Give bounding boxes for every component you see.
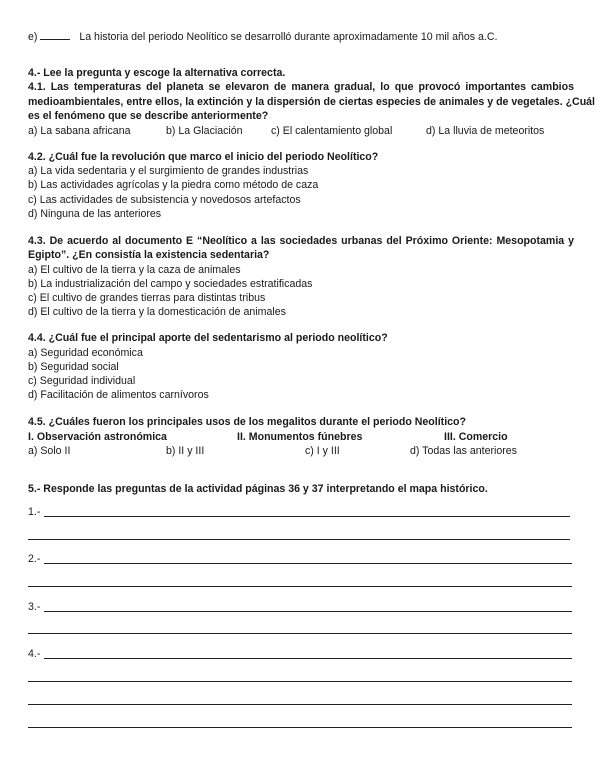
statement-e (28, 30, 497, 43)
q43-option-c[interactable]: c) El cultivo de grandes tierras para distintas tribus (28, 292, 266, 304)
q42-text: 4.2. ¿Cuál fue la revolución que marco el inicio del periodo Neolítico? (28, 151, 379, 163)
q43-text-line-1: 4.3. De acuerdo al documento E “Neolítico a las sociedades urbanas del Próximo Oriente: Mesopotamia y (28, 235, 574, 247)
q43-option-b[interactable]: b) La industrialización del campo y sociedades estratificadas (28, 278, 313, 290)
q43-option-a[interactable]: a) El cultivo de la tierra y la caza de animales (28, 264, 241, 276)
answer-line[interactable] (28, 633, 572, 634)
q41-text-line-1: 4.1. Las temperaturas del planeta se elevaron de manera gradual, lo que provocó importantes cambios (28, 81, 574, 93)
answer-label-2: 2.- (28, 553, 41, 565)
answer-blank[interactable] (40, 30, 70, 40)
answer-line[interactable] (28, 539, 570, 540)
q44-option-a[interactable]: a) Seguridad económica (28, 347, 143, 359)
q43-text-line-2: Egipto”. ¿En consistía la existencia sedentaria? (28, 249, 270, 261)
q41-option-b[interactable]: b) La Glaciación (166, 125, 243, 137)
q42-option-b[interactable]: b) Las actividades agrícolas y la piedra como método de caza (28, 179, 319, 191)
q45-option-a[interactable]: a) Solo II (28, 445, 71, 457)
q42-option-c[interactable]: c) Las actividades de subsistencia y novedosos artefactos (28, 194, 301, 206)
answer-line[interactable] (44, 516, 570, 517)
answer-line[interactable] (44, 611, 572, 612)
q45-text: 4.5. ¿Cuáles fueron los principales usos de los megalitos durante el periodo Neolítico? (28, 416, 466, 428)
q45-item-2: II. Monumentos fúnebres (237, 431, 363, 443)
answer-line[interactable] (28, 704, 572, 705)
q41-text-line-2: medioambientales, entre ellos, la extinción y la dispersión de ciertas especies de animales y de vegetales. ¿Cuál (28, 96, 596, 108)
q44-option-d[interactable]: d) Facilitación de alimentos carnívoros (28, 389, 209, 401)
q41-option-d[interactable]: d) La lluvia de meteoritos (426, 125, 545, 137)
section-5-title: 5.- Responde las preguntas de la actividad páginas 36 y 37 interpretando el mapa histórico. (28, 483, 488, 495)
q42-option-d[interactable]: d) Ninguna de las anteriores (28, 208, 162, 220)
q44-option-b[interactable]: b) Seguridad social (28, 361, 119, 373)
q45-option-c[interactable]: c) I y III (305, 445, 340, 457)
statement-text: La historia del periodo Neolítico se desarrolló durante aproximadamente 10 mil años a.C. (79, 31, 498, 43)
answer-label-4: 4.- (28, 648, 41, 660)
q42-option-a[interactable]: a) La vida sedentaria y el surgimiento de grandes industrias (28, 165, 309, 177)
answer-label-3: 3.- (28, 601, 41, 613)
q41-option-c[interactable]: c) El calentamiento global (271, 125, 393, 137)
section-4-title: 4.- Lee la pregunta y escoge la alternativa correcta. (28, 67, 286, 79)
q45-option-b[interactable]: b) II y III (166, 445, 205, 457)
q43-option-d[interactable]: d) El cultivo de la tierra y la domesticación de animales (28, 306, 286, 318)
q41-text-line-3: es el fenómeno que se describe anteriormente? (28, 110, 269, 122)
q44-option-c[interactable]: c) Seguridad individual (28, 375, 136, 387)
answer-line[interactable] (44, 563, 572, 564)
q45-option-d[interactable]: d) Todas las anteriores (410, 445, 517, 457)
answer-label-1: 1.- (28, 506, 41, 518)
q45-item-3: III. Comercio (444, 431, 508, 443)
q44-text: 4.4. ¿Cuál fue el principal aporte del sedentarismo al periodo neolítico? (28, 332, 388, 344)
answer-line[interactable] (28, 727, 572, 728)
q45-item-1: I. Observación astronómica (28, 431, 167, 443)
answer-line[interactable] (28, 681, 572, 682)
answer-line[interactable] (44, 658, 572, 659)
statement-letter: e) (28, 31, 38, 43)
answer-line[interactable] (28, 586, 572, 587)
q41-option-a[interactable]: a) La sabana africana (28, 125, 131, 137)
